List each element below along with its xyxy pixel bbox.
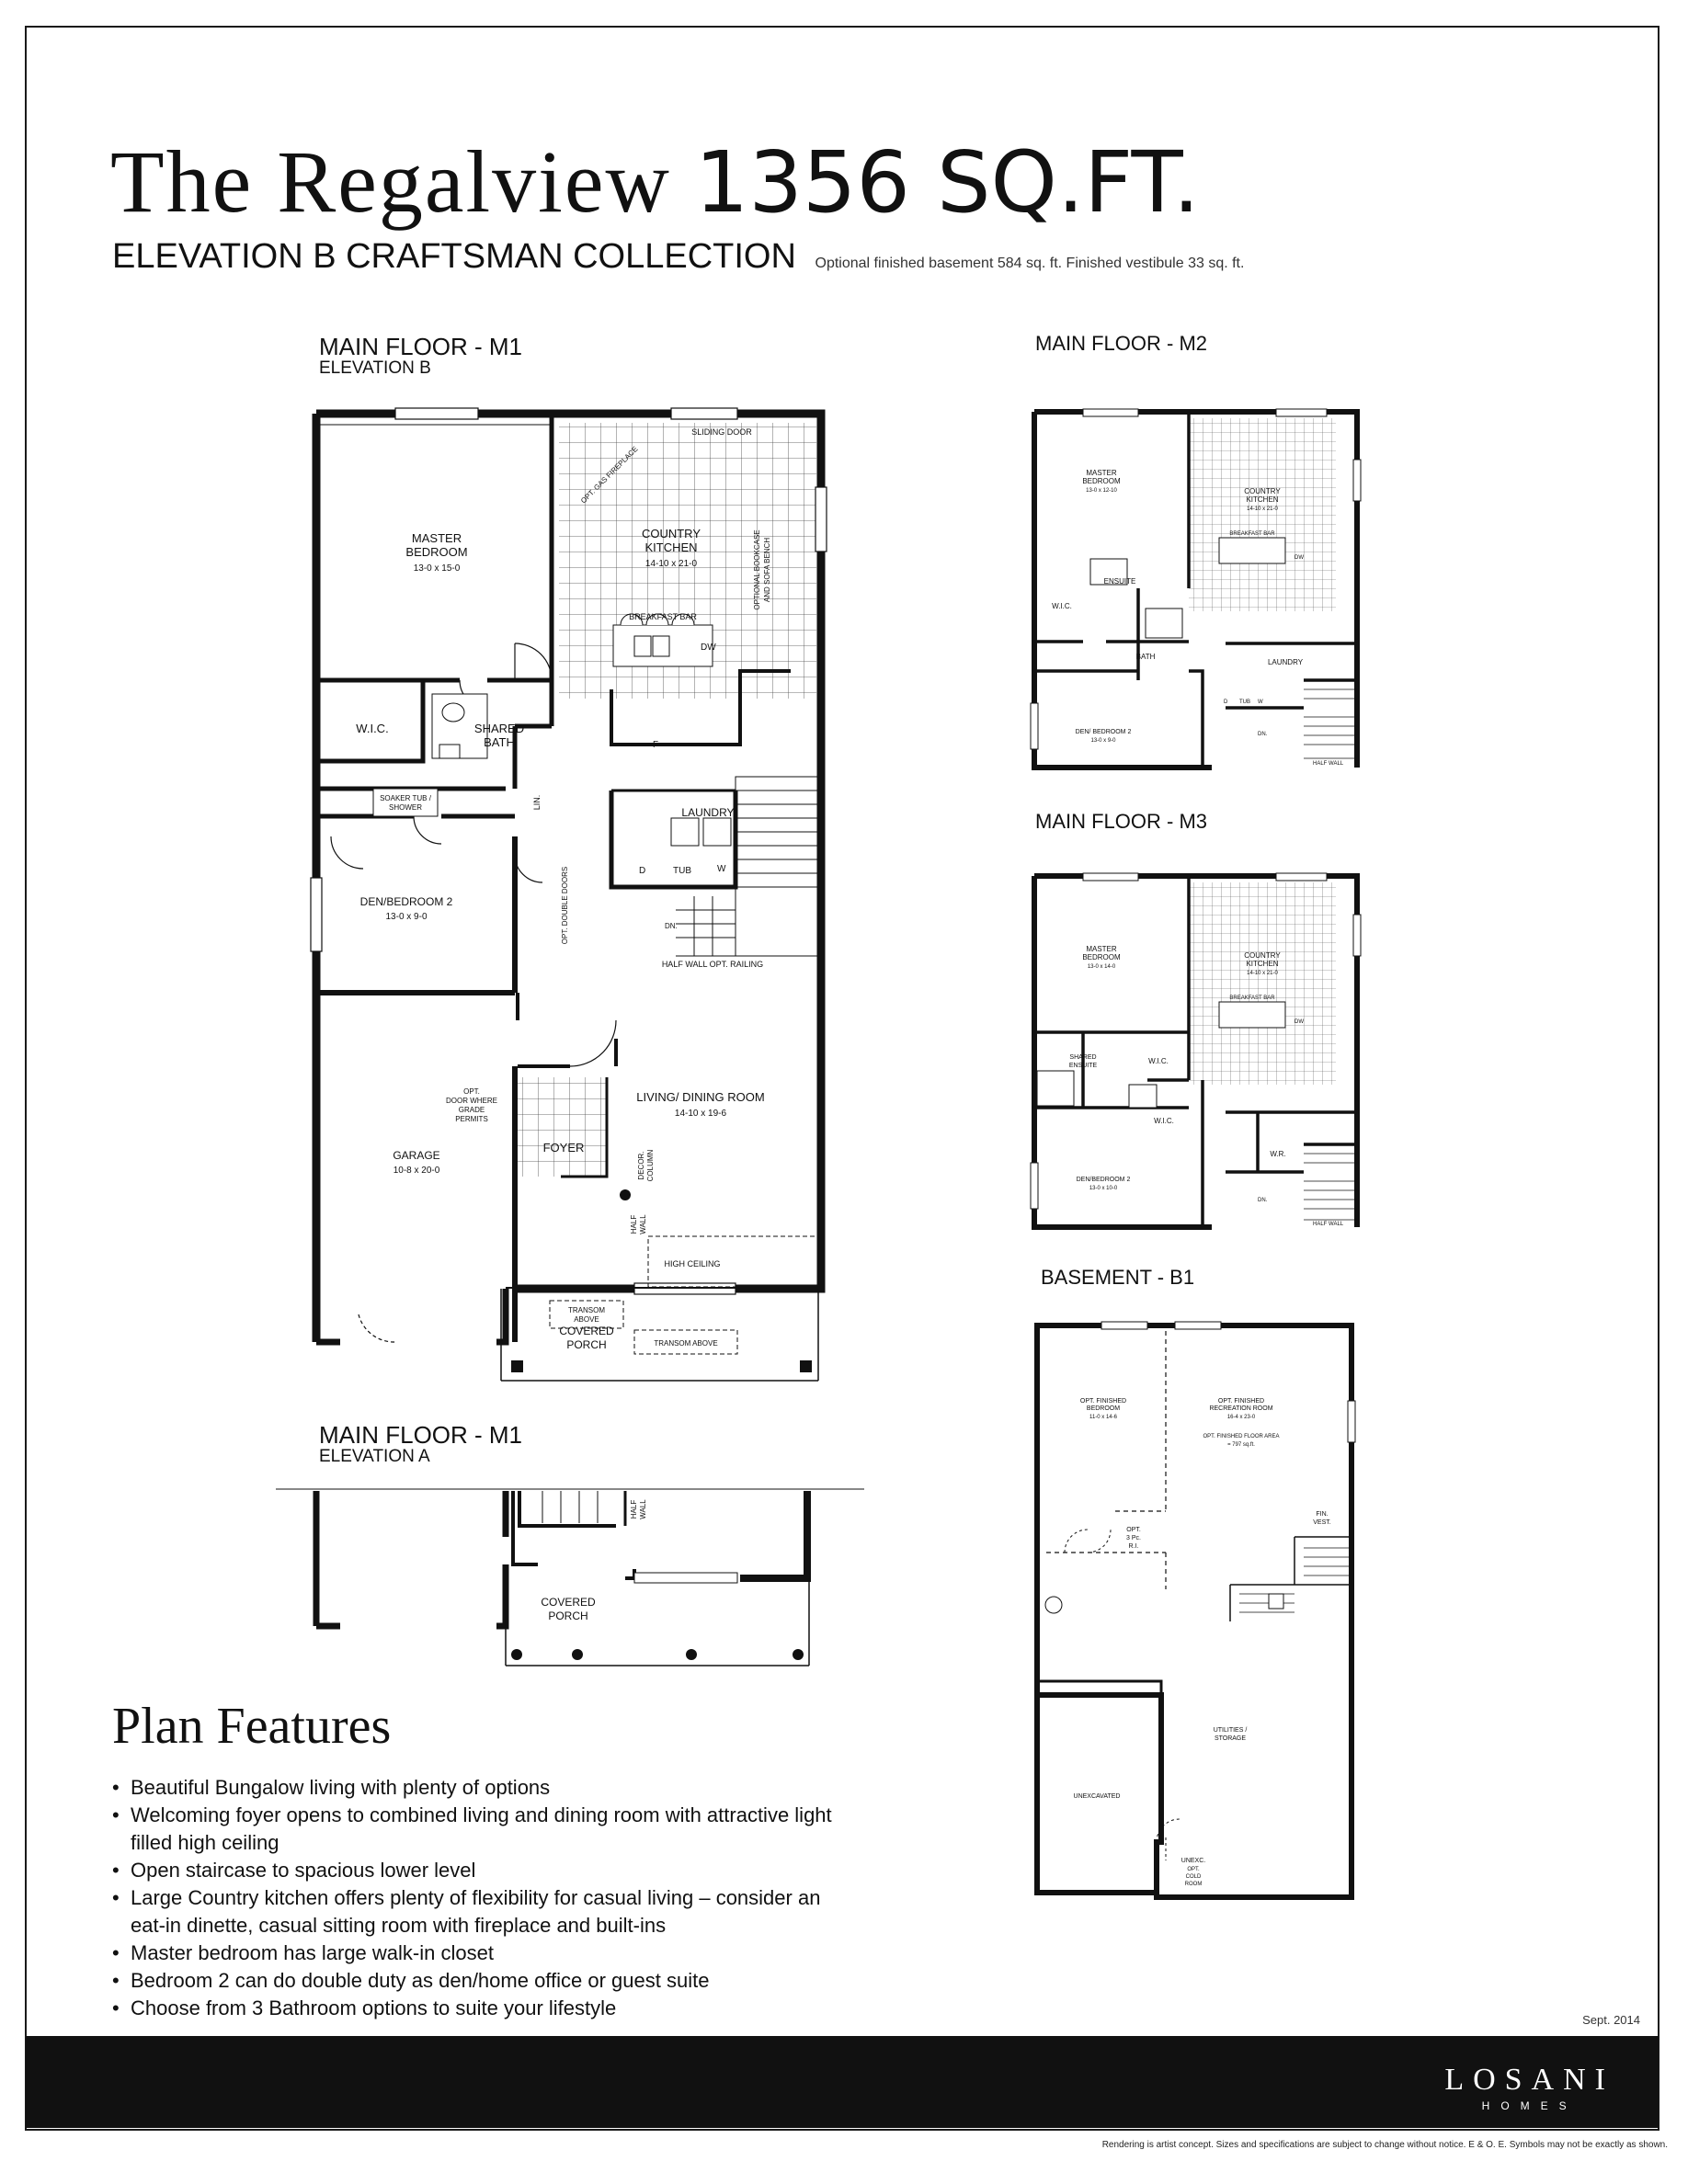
disclaimer: Rendering is artist concept. Sizes and specifications are subject to change without notice. E & O. E. Symbols may not be exactly as shown. xyxy=(1101,2140,1668,2150)
window xyxy=(815,487,827,552)
sink-icon xyxy=(653,636,669,656)
window xyxy=(1276,409,1327,416)
window xyxy=(1101,1322,1147,1329)
room-label: MASTER xyxy=(411,531,462,545)
plan-label-m2 xyxy=(1035,333,1207,354)
note-label: OPT. GAS FIREPLACE xyxy=(579,444,640,506)
page-title xyxy=(110,132,1201,232)
soaker-tub xyxy=(373,789,438,816)
kitchen-tile-floor xyxy=(1189,882,1336,1085)
room-label: BEDROOM xyxy=(405,545,468,559)
feature-item: • Large Country kitchen offers plenty of flexibility for casual living – consider an eat-in dinette, casual sitting room with fireplace and built-ins xyxy=(112,1886,821,1937)
door-swings xyxy=(1065,1530,1111,1553)
porch-outline xyxy=(501,1289,818,1381)
furnace-icon xyxy=(1269,1594,1283,1609)
room-label: OPT. FINISHED xyxy=(1079,1398,1127,1405)
window xyxy=(1353,915,1361,956)
plan-subtitle: ELEVATION B xyxy=(319,358,431,379)
feature-item: • Open staircase to spacious lower level xyxy=(110,1857,846,1884)
kitchen-tile-floor xyxy=(1189,418,1336,611)
stair-label: DN. xyxy=(665,922,678,930)
room-label: ROOM xyxy=(1184,1882,1203,1887)
room-label: LAUNDRY xyxy=(681,806,735,819)
bullet: • xyxy=(112,1969,120,1992)
bullet: • xyxy=(112,1886,120,1909)
room-label: COUNTRY xyxy=(641,527,701,540)
room-label: OPT. FINISHED xyxy=(1217,1398,1265,1405)
feature-item: • Welcoming foyer opens to combined living and dining room with attractive light filled high ceiling xyxy=(112,1803,832,1854)
room-label: COUNTRY xyxy=(1244,951,1281,960)
plan-title: BASEMENT - B1 xyxy=(1041,1266,1195,1289)
appliance-label: W xyxy=(717,864,726,874)
room-dimension: 13-0 x 12-10 xyxy=(1086,488,1117,494)
note-label: WALL xyxy=(639,1214,647,1234)
stair-label: DN. xyxy=(1258,732,1268,737)
feature-item: • Bedroom 2 can do double duty as den/home office or guest suite xyxy=(110,1967,846,1995)
window xyxy=(1353,460,1361,501)
plan-title: MAIN FLOOR - M1 xyxy=(319,333,523,360)
room-label: COVERED xyxy=(559,1325,614,1337)
note-label: HALF xyxy=(630,1499,638,1519)
porch-column xyxy=(793,1649,804,1660)
room-label: SHARED xyxy=(1069,1054,1097,1061)
porch-column xyxy=(686,1649,697,1660)
room-label: UNEXC. xyxy=(1180,1858,1206,1864)
shower xyxy=(1146,609,1182,638)
plan-title: MAIN FLOOR - M3 xyxy=(1035,810,1208,833)
room-label: DEN/ BEDROOM 2 xyxy=(1075,729,1132,735)
note-label: PERMITS xyxy=(455,1115,488,1123)
room-label: W.I.C. xyxy=(1052,602,1072,610)
note-label: BREAKFAST BAR xyxy=(629,612,697,621)
shower xyxy=(1129,1085,1157,1108)
room-label: STORAGE xyxy=(1214,1735,1247,1742)
subtitle-collection: ELEVATION B CRAFTSMAN COLLECTION xyxy=(112,237,796,276)
window xyxy=(1031,1163,1038,1209)
window xyxy=(634,1573,737,1583)
note-label: HALF WALL xyxy=(1313,1222,1344,1227)
room-dimension: 13-0 x 9-0 xyxy=(1090,738,1116,744)
room-label: BATH xyxy=(484,735,515,749)
room-label: R.I. xyxy=(1128,1543,1139,1550)
footer-bar xyxy=(26,2036,1659,2128)
note-label: DOOR WHERE xyxy=(446,1097,497,1105)
fixture-label: SOAKER TUB / xyxy=(380,794,431,802)
room-label: KITCHEN xyxy=(644,540,698,554)
room-label: 3 Pc. xyxy=(1126,1535,1141,1541)
optional-wall xyxy=(1046,1331,1166,1589)
note-label: TRANSOM ABOVE xyxy=(654,1339,718,1348)
room-dimension: 14-10 x 21-0 xyxy=(1247,971,1278,976)
room-label: ENSUITE xyxy=(1103,577,1136,586)
bullet: • xyxy=(112,1996,120,2019)
window xyxy=(311,878,322,951)
porch-column xyxy=(800,1360,812,1372)
room-label: FIN. xyxy=(1316,1511,1329,1518)
note-label: HALF WALL xyxy=(1313,761,1344,767)
room-dimension: 13-0 x 15-0 xyxy=(413,563,461,574)
window xyxy=(395,408,478,419)
room-label: GARAGE xyxy=(393,1149,440,1162)
room-label: COLD xyxy=(1185,1874,1202,1880)
room-label: MASTER xyxy=(1086,469,1117,477)
note-label: HALF WALL OPT. RAILING xyxy=(661,960,764,969)
note-label: SLIDING DOOR xyxy=(691,427,752,437)
floor-plan-m3 xyxy=(1028,869,1368,1236)
washer-icon xyxy=(671,818,699,846)
room-label: COUNTRY xyxy=(1244,487,1281,495)
note-label: OPTIONAL BOOKCASE xyxy=(753,529,761,610)
room-label: LIVING/ DINING ROOM xyxy=(636,1090,765,1104)
room-label: MASTER xyxy=(1086,945,1117,953)
window xyxy=(1175,1322,1221,1329)
note-label: BREAKFAST BAR xyxy=(1229,531,1275,537)
window xyxy=(1031,703,1038,749)
interior-wall xyxy=(518,993,616,1066)
features-list xyxy=(110,1774,846,2022)
title-square-footage: 1356 SQ.FT. xyxy=(694,133,1201,232)
appliance-label: F xyxy=(653,740,659,750)
stair-wall xyxy=(1230,1537,1350,1621)
floor-plan-m1b xyxy=(303,395,855,1397)
fixture-label: SHOWER xyxy=(389,803,422,812)
plan-title: MAIN FLOOR - M1 xyxy=(319,1421,523,1449)
room-label: UTILITIES / xyxy=(1213,1727,1248,1734)
floor-plan-m1a xyxy=(276,1482,864,1684)
note-label: ABOVE xyxy=(574,1315,599,1324)
interior-wall xyxy=(513,1491,616,1564)
window xyxy=(1083,873,1138,881)
feature-item: • Master bedroom has large walk-in closet xyxy=(110,1939,846,1967)
room-label: DEN/BEDROOM 2 xyxy=(1076,1177,1131,1183)
plan-label-b1 xyxy=(1041,1267,1194,1288)
room-label: PORCH xyxy=(566,1338,607,1351)
floor-plan-m2 xyxy=(1028,404,1368,772)
room-label: W.I.C. xyxy=(356,722,389,735)
foundation-wall xyxy=(1037,1325,1352,1897)
appliance-label: W xyxy=(1258,700,1263,705)
room-dimension: 16-4 x 23-0 xyxy=(1226,1415,1256,1420)
note-label: GRADE xyxy=(458,1106,485,1114)
stair-label: DN. xyxy=(1258,1198,1268,1203)
kitchen-island xyxy=(1219,538,1285,563)
room-label: OPT. xyxy=(1126,1527,1141,1533)
room-dimension: 13-0 x 10-0 xyxy=(1089,1186,1118,1191)
plan-subtitle: ELEVATION A xyxy=(319,1447,430,1467)
room-label: DEN/BEDROOM 2 xyxy=(359,895,453,908)
appliance-label: TUB xyxy=(673,866,691,876)
decor-column xyxy=(620,1189,631,1200)
room-dimension: 13-0 x 14-0 xyxy=(1087,964,1116,970)
toilet-icon xyxy=(439,745,460,758)
foyer-tile-floor xyxy=(517,1077,607,1177)
porch-column xyxy=(511,1649,522,1660)
note-label: TRANSOM xyxy=(568,1306,605,1314)
room-dimension: 11-0 x 14-6 xyxy=(1089,1415,1117,1420)
room-label: UNEXCAVATED xyxy=(1073,1793,1121,1800)
tub xyxy=(1037,1071,1074,1106)
room-dimension: 10-8 x 20-0 xyxy=(393,1166,440,1176)
window xyxy=(1348,1401,1355,1442)
sump-pit-icon xyxy=(1045,1597,1062,1613)
room-label: BEDROOM xyxy=(1086,1405,1121,1412)
note-label: BREAKFAST BAR xyxy=(1229,995,1275,1001)
room-label: SHARED xyxy=(473,722,525,735)
sink-icon xyxy=(634,636,651,656)
bullet: • xyxy=(112,1859,120,1882)
room-label: VEST. xyxy=(1313,1519,1331,1526)
appliance-label: DW xyxy=(701,643,716,653)
plan-title: MAIN FLOOR - M2 xyxy=(1035,332,1208,355)
subtitle-note: Optional finished basement 584 sq. ft. Finished vestibule 33 sq. ft. xyxy=(815,256,1245,271)
appliance-label: DW xyxy=(1295,1019,1304,1025)
room-label: COVERED xyxy=(541,1596,596,1609)
room-label: W.I.C. xyxy=(1148,1057,1169,1065)
plan-label-m1b xyxy=(319,335,522,378)
appliance-label: TUB xyxy=(1239,700,1250,705)
note-label: OPT. xyxy=(463,1087,480,1096)
note-label: AND SOFA BENCH xyxy=(763,537,771,603)
bullet: • xyxy=(112,1803,120,1826)
bullet: • xyxy=(112,1941,120,1964)
bullet: • xyxy=(112,1776,120,1799)
room-label: W.R. xyxy=(1270,1150,1286,1158)
exterior-wall xyxy=(740,1491,807,1578)
room-dimension: 14-10 x 19-6 xyxy=(674,1109,727,1119)
appliance-label: DW xyxy=(1295,555,1304,561)
room-label: OPT. xyxy=(1187,1867,1200,1872)
room-dimension: 14-10 x 21-0 xyxy=(644,559,698,569)
room-label: BATH xyxy=(1135,653,1156,661)
plan-label-m1a xyxy=(319,1423,522,1466)
room-dimension: 14-10 x 21-0 xyxy=(1247,506,1278,512)
laundry-tub-icon xyxy=(703,818,731,846)
porch-column xyxy=(511,1360,523,1372)
room-label: KITCHEN xyxy=(1246,495,1279,504)
plan-label-m3 xyxy=(1035,811,1207,832)
garage-wall xyxy=(316,1491,506,1626)
room-label: BEDROOM xyxy=(1082,953,1121,961)
page-subtitle xyxy=(112,237,1244,277)
window xyxy=(1083,409,1138,416)
window xyxy=(671,408,737,419)
title-name: The Regalview xyxy=(110,132,671,231)
note-label: COLUMN xyxy=(646,1149,655,1182)
logo-brand: LOSANI xyxy=(1444,2063,1614,2097)
window xyxy=(1276,873,1327,881)
note-label: OPT. FINISHED FLOOR AREA xyxy=(1203,1434,1280,1439)
room-label: FOYER xyxy=(542,1141,585,1155)
staircase xyxy=(676,777,818,956)
issue-date: Sept. 2014 xyxy=(1582,2013,1640,2027)
room-label: BEDROOM xyxy=(1082,477,1121,485)
room-dimension: 13-0 x 9-0 xyxy=(385,912,428,922)
losani-logo xyxy=(1444,2063,1614,2112)
floor-plan-b1 xyxy=(1028,1318,1368,1906)
room-label: W.I.C. xyxy=(1154,1117,1174,1125)
unexcavated-wall xyxy=(1037,1686,1157,1893)
appliance-label: D xyxy=(1224,700,1228,705)
interior-wall xyxy=(316,680,423,761)
feature-item: • Choose from 3 Bathroom options to suite your lifestyle xyxy=(110,1995,846,2022)
room-label: RECREATION ROOM xyxy=(1209,1405,1273,1412)
feature-item: • Beautiful Bungalow living with plenty of options xyxy=(110,1774,846,1802)
garage-front-wall xyxy=(316,1289,506,1342)
room-label: LAUNDRY xyxy=(1267,658,1304,666)
note-label: = 797 sq.ft. xyxy=(1227,1442,1255,1448)
sink-icon xyxy=(442,703,464,722)
staircase xyxy=(542,1491,598,1523)
note-label: HIGH CEILING xyxy=(664,1259,721,1268)
room-label: PORCH xyxy=(548,1610,588,1622)
room-label: KITCHEN xyxy=(1246,960,1279,968)
porch-column xyxy=(572,1649,583,1660)
staircase xyxy=(1304,1154,1357,1220)
note-label: WALL xyxy=(639,1499,647,1519)
note-label: OPT. DOUBLE DOORS xyxy=(561,866,569,945)
appliance-label: D xyxy=(639,866,646,876)
note-label: HALF xyxy=(630,1214,638,1234)
room-label: ENSUITE xyxy=(1068,1063,1098,1069)
closet-label: LIN. xyxy=(532,794,542,811)
features-heading: Plan Features xyxy=(112,1698,392,1755)
note-label: DECOR. xyxy=(637,1151,645,1180)
staircase xyxy=(1304,689,1357,758)
kitchen-island xyxy=(1219,1002,1285,1028)
logo-subtext: HOMES xyxy=(1481,2099,1578,2112)
